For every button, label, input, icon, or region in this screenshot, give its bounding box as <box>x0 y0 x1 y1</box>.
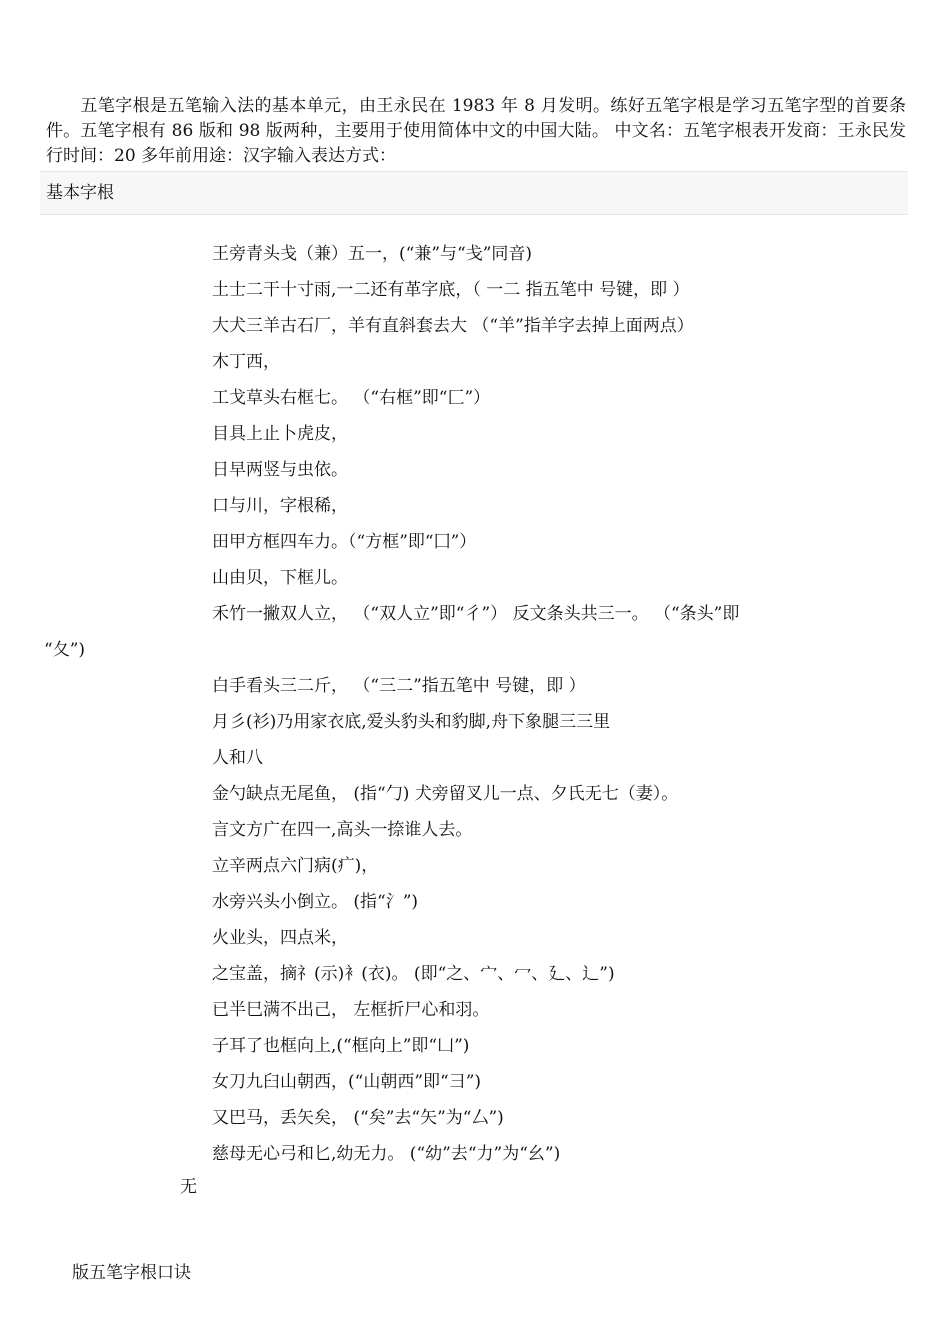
next-section-heading: 版五笔字根口诀 <box>72 1263 191 1283</box>
intro-text: 五笔字根是五笔输入法的基本单元，由王永民在 1983 年 8 月发明。练好五笔字根是学习五笔字型的首要条件。五笔字根有 86 版和 98 版两种，主要用于使用简体中文的中国大陆。 中文名：五笔字根表开发商：王永民发行时间：20 多年前用途：汉字输入表达方式： <box>46 96 906 166</box>
mnemonic-line-continuation: “夂”) <box>44 640 86 660</box>
mnemonic-line: 山由贝，下框儿。 <box>212 568 348 588</box>
mnemonic-line: 已半巳满不出己， 左框折尸心和羽。 <box>212 1000 490 1020</box>
mnemonic-line: 言文方广在四一,高头一捺谁人去。 <box>212 820 473 840</box>
mnemonic-line: 大犬三羊古石厂，羊有直斜套去大 （“羊”指羊字去掉上面两点） <box>212 316 694 336</box>
mnemonic-line: 立辛两点六门病(疒)， <box>212 856 379 876</box>
mnemonic-line: 口与川，字根稀， <box>212 496 348 516</box>
mnemonic-line: 金勺缺点无尾鱼， (指“勹) 犬旁留叉儿一点、夕氏无七（妻）。 <box>212 784 679 804</box>
mnemonic-line: 火业头，四点米， <box>212 928 348 948</box>
mnemonic-line: 目具上止卜虎皮， <box>212 424 348 444</box>
mnemonic-line: 工戈草头右框七。 （“右框”即“匚”） <box>212 388 491 408</box>
mnemonic-line: 之宝盖，摘礻(示)衤(衣)。 (即“之、宀、冖、廴、辶”) <box>212 964 615 984</box>
section-title: 基本字根 <box>46 183 114 203</box>
radical-mnemonic-list <box>44 240 902 1176</box>
mnemonic-line: 又巴马，丢矢矣， (“矣”去“矢”为“厶”) <box>212 1108 504 1128</box>
mnemonic-line-text: 禾竹一撇双人立， （“双人立”即“彳”） 反文条头共三一。 （“条头”即 <box>212 604 740 624</box>
mnemonic-line: 土士二干十寸雨,一二还有革字底，（ 一二 指五笔中 号键，即 ） <box>212 280 690 300</box>
mnemonic-line: 日早两竖与虫依。 <box>212 460 348 480</box>
mnemonic-line: 人和八 <box>212 748 263 768</box>
mnemonic-line-wrapped <box>44 600 902 672</box>
mnemonic-line: 田甲方框四车力。（“方框”即“囗”） <box>212 532 477 552</box>
lone-character: 无 <box>180 1177 197 1197</box>
mnemonic-line: 女刀九臼山朝西，(“山朝西”即“彐”) <box>212 1072 482 1092</box>
mnemonic-line: 子耳了也框向上,(“框向上”即“凵”) <box>212 1036 470 1056</box>
section-header <box>40 171 908 215</box>
intro-paragraph <box>46 94 906 169</box>
mnemonic-line: 月彡(衫)乃用家衣底,爱头豹头和豹脚,舟下象腿三三里 <box>212 712 611 732</box>
mnemonic-line: 水旁兴头小倒立。 (指“氵”) <box>212 892 419 912</box>
mnemonic-line: 白手看头三二斤， （“三二”指五笔中 号键，即 ） <box>212 676 586 696</box>
mnemonic-line: 木丁西， <box>212 352 280 372</box>
mnemonic-line: 王旁青头戋（兼）五一，(“兼”与“戋”同音) <box>212 244 533 264</box>
mnemonic-line: 慈母无心弓和匕,幼无力。 (“幼”去“力”为“幺”) <box>212 1144 561 1164</box>
